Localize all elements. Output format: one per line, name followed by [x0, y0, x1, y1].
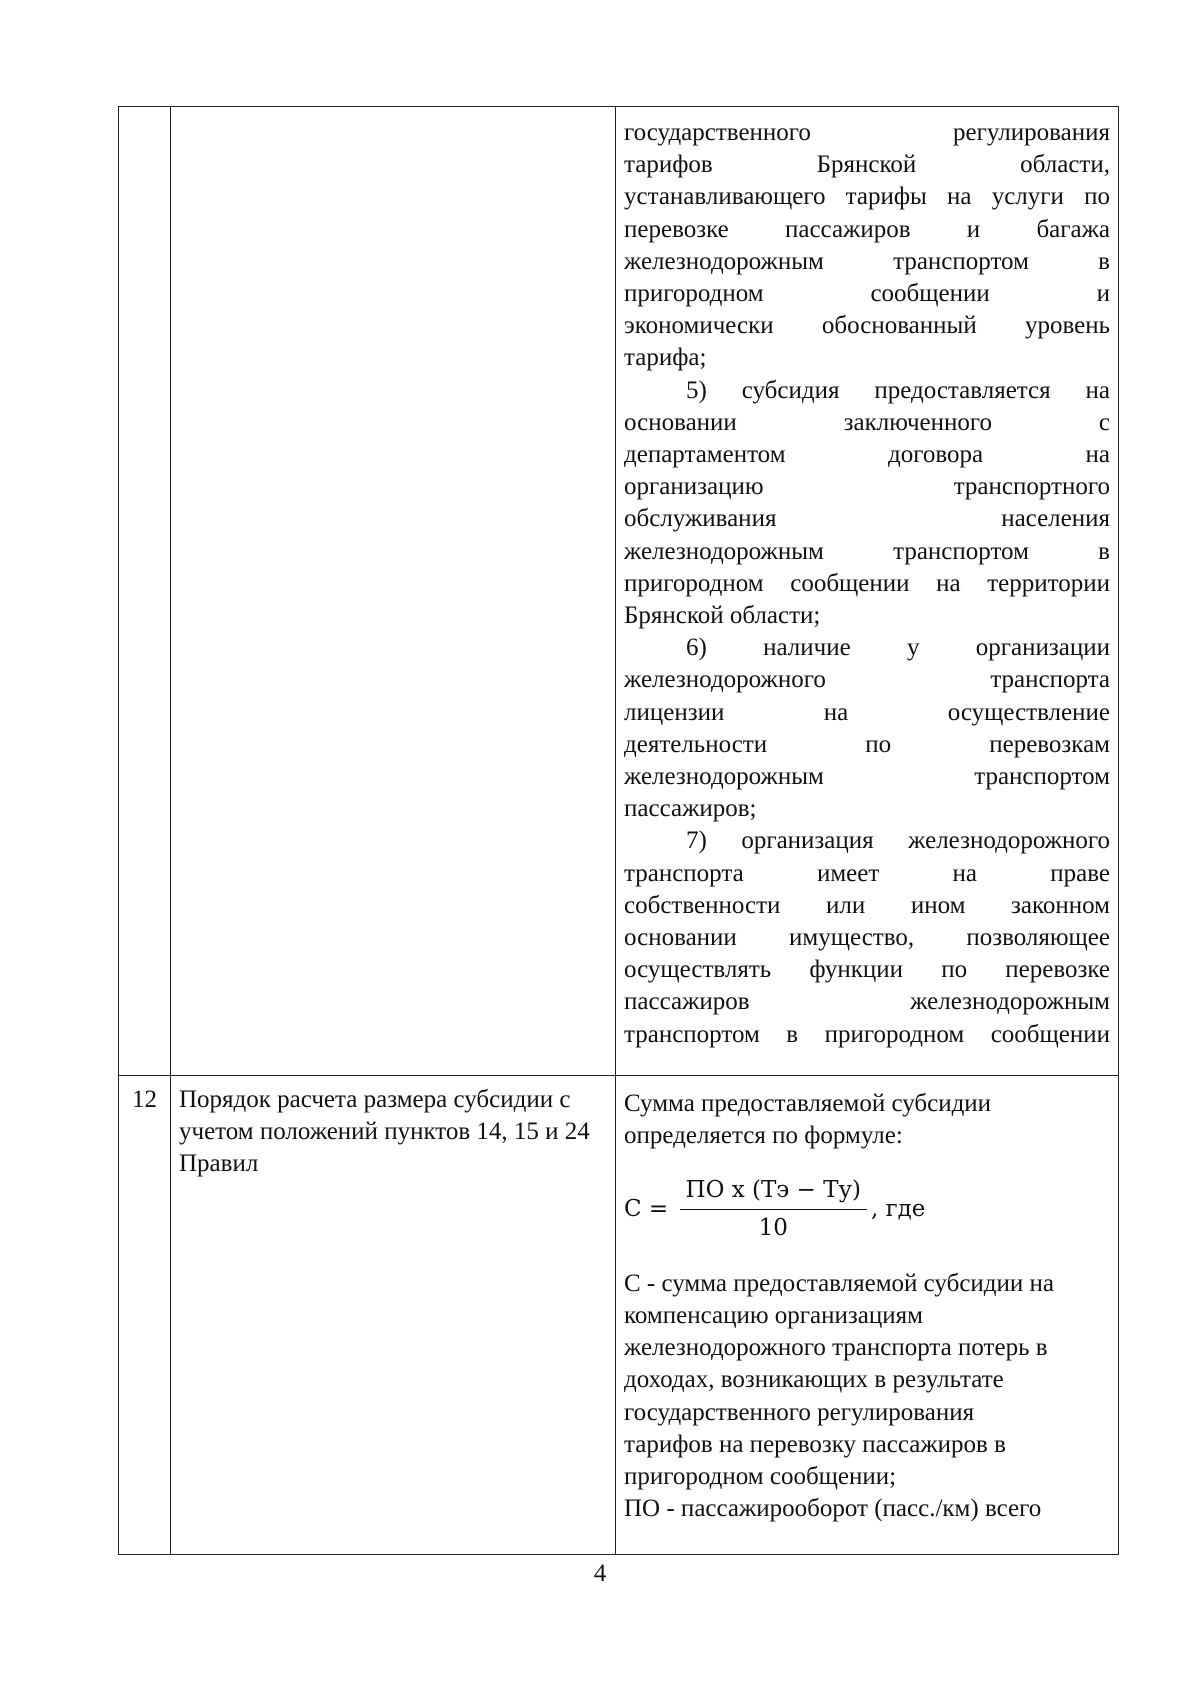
text-line: экономически обоснованный уровень: [624, 312, 1110, 340]
text-line: тарифов Брянской области,: [624, 151, 1110, 179]
text-line: лицензии на осуществление: [624, 698, 1110, 726]
text-line: тарифа;: [624, 344, 707, 372]
text-line: ПО - пассажирооборот (пасс./км) всего: [624, 1495, 1042, 1523]
page-number: 4: [593, 1560, 607, 1587]
table-row: [119, 1076, 1119, 1555]
text-line: Сумма предоставляемой субсидии: [624, 1090, 992, 1117]
text-line: доходах, возникающих в результате: [624, 1366, 1004, 1394]
text-line: тарифов на перевозку пассажиров в: [624, 1430, 1006, 1458]
row-number-cell: [119, 107, 171, 1076]
formula-suffix: , где: [870, 1196, 926, 1222]
description-text: [616, 1076, 1118, 1525]
text-line: Брянской области;: [624, 602, 821, 630]
formula-equals: =: [641, 1196, 676, 1222]
text-line: основании имущество, позволяющее: [624, 924, 1110, 952]
text-line: 5) субсидия предоставляется на: [686, 376, 1110, 404]
text-line: департаментом договора на: [624, 441, 1110, 469]
text-line: 7) организация железнодорожного: [686, 827, 1110, 855]
text-line: транспорта имеет на праве: [624, 859, 1110, 887]
formula-fraction: [680, 1174, 867, 1243]
text-line: транспортом в пригородном сообщении: [624, 1020, 1110, 1048]
text-line: устанавливающего тарифы на услуги по: [624, 183, 1110, 211]
row-name-cell: [171, 107, 616, 1076]
requirements-table: [118, 106, 1119, 1555]
row-description-cell: [616, 1076, 1119, 1555]
row-number-cell: 12: [119, 1076, 171, 1555]
text-line: железнодорожным транспортом: [624, 763, 1110, 791]
text-line: железнодорожным транспортом в: [624, 537, 1110, 565]
formula-definitions: [624, 1268, 1110, 1526]
text-line: пригородном сообщении на территории: [624, 569, 1110, 597]
text-line: пассажиров железнодорожным: [624, 988, 1110, 1016]
text-line: обслуживания населения: [624, 505, 1110, 533]
text-line: основании заключенного с: [624, 408, 1110, 436]
text-line: деятельности по перевозкам: [624, 730, 1110, 758]
formula-lhs: С: [624, 1196, 642, 1222]
text-line: железнодорожным транспортом в: [624, 247, 1110, 275]
text-line: организацию транспортного: [624, 473, 1110, 501]
text-line: осуществлять функции по перевозке: [624, 956, 1110, 984]
text-line: 6) наличие у организации: [686, 634, 1110, 662]
text-line: С - сумма предоставляемой субсидии на: [624, 1269, 1054, 1297]
formula-denominator: 10: [758, 1214, 788, 1241]
text-line: государственного регулирования: [624, 1398, 975, 1426]
text-line: определяется по формуле:: [624, 1122, 903, 1150]
text-line: компенсацию организациям: [624, 1302, 923, 1330]
table-row: [119, 107, 1119, 1076]
formula-numerator: ПО x (Тэ − Ту): [680, 1174, 867, 1209]
text-line: пригородном сообщении и: [624, 280, 1110, 308]
row-description-cell: [616, 107, 1119, 1076]
subsidy-formula: [624, 1174, 1110, 1243]
text-line: железнодорожного транспорта: [624, 666, 1110, 694]
formula-intro: [624, 1088, 1110, 1152]
text-line: пригородном сообщении;: [624, 1463, 897, 1491]
text-line: государственного регулирования: [624, 119, 1110, 146]
row-name-cell: Порядок расчета размера субсидии с учетом положений пунктов 14, 15 и 24 Правил: [171, 1076, 616, 1555]
text-line: железнодорожного транспорта потерь в: [624, 1334, 1048, 1362]
text-line: перевозке пассажиров и багажа: [624, 215, 1110, 243]
text-line: пассажиров;: [624, 795, 757, 823]
description-text: [616, 107, 1118, 1051]
text-line: собственности или ином законном: [624, 891, 1110, 919]
